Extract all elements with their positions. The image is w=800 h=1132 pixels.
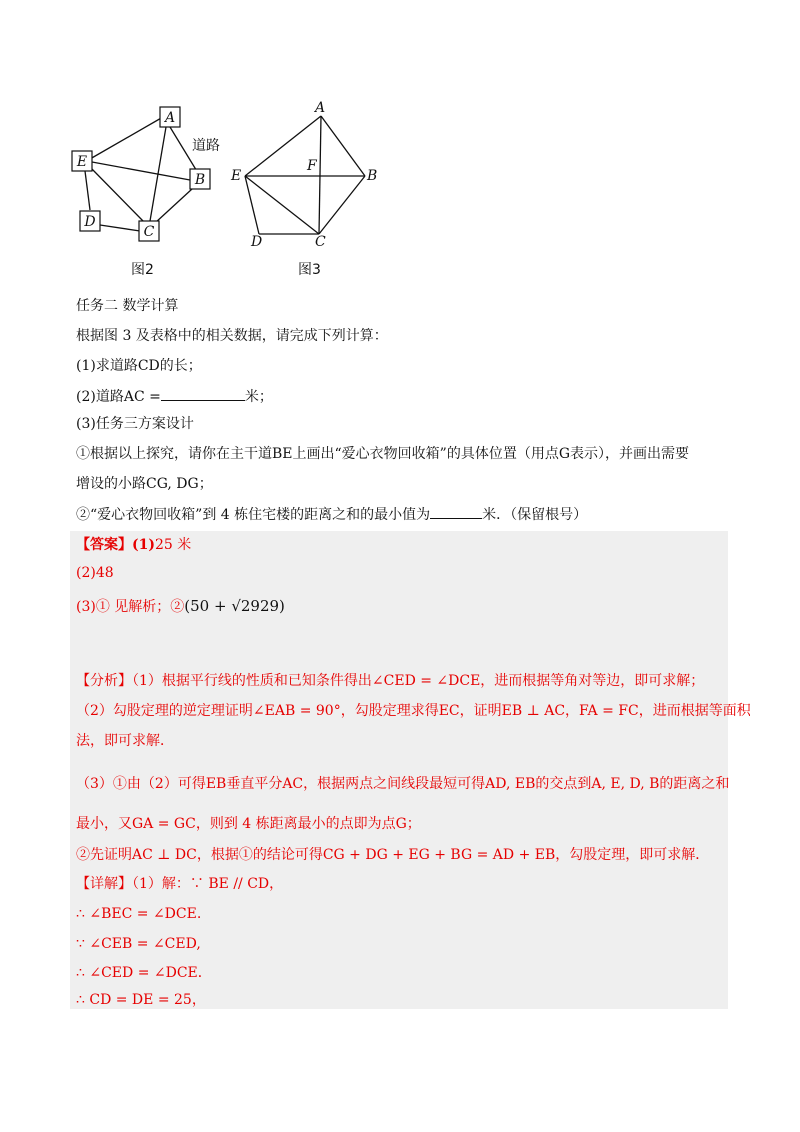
fig3-edge-AB <box>321 116 365 176</box>
task-intro: 根据图 3 及表格中的相关数据，请完成下列计算： <box>76 328 388 344</box>
fig2-caption: 图2 <box>131 262 154 278</box>
detail-line-5: ∴ CD = DE = 25， <box>76 992 206 1008</box>
question-2-suffix: 米； <box>244 389 273 405</box>
analysis-line-3: 法，即可求解． <box>76 733 174 749</box>
fig3-label-E: E <box>231 168 242 184</box>
question-3-2-prefix: ②“爱心衣物回收箱”到 4 栋住宅楼的距离之和的最小值为 <box>76 507 431 523</box>
analysis-line-6: ②先证明AC ⊥ DC，根据①的结论可得CG + DG + EG + BG = AD + EB，勾股定理，即可求解． <box>76 847 710 863</box>
fig3-label-D: D <box>251 234 263 248</box>
analysis-line-5: 最小，又GA = GC，则到 4 栋距离最小的点即为点G； <box>76 816 421 832</box>
answer-3-label: (3)① 见解析；② <box>76 599 185 615</box>
fig2-edge-EB <box>92 162 190 180</box>
answer-1 <box>76 535 191 555</box>
fig2-label-D: D <box>84 214 96 230</box>
answer-3-value: (50 + √2929) <box>184 597 285 615</box>
figure-2-diagram <box>60 95 240 255</box>
figure-3-diagram <box>225 98 385 248</box>
fig3-edge-AC <box>319 116 321 234</box>
detail-line-3: ∵ ∠CEB = ∠CED, <box>76 936 201 952</box>
answer-1-label: 【答案】(1) <box>76 537 155 553</box>
fig2-road-label: 道路 <box>192 138 220 154</box>
question-3-2-suffix: 米．（保留根号） <box>482 507 588 523</box>
answer-blank-ac <box>161 386 245 401</box>
analysis-line-4: （3）①由（2）可得EB垂直平分AC，根据两点之间线段最短可得AD, EB的交点到A, E, D, B的距离之和 <box>76 776 730 792</box>
answer-2-value: 48 <box>95 565 114 581</box>
answer-2 <box>76 563 114 583</box>
fig2-edge-BC <box>155 189 192 223</box>
fig2-edge-DC <box>100 225 140 231</box>
fig3-label-B: B <box>367 168 378 184</box>
fig3-label-F: F <box>307 158 317 174</box>
fig3-edge-BC <box>319 176 365 234</box>
analysis-line-2: （2）勾股定理的逆定理证明∠EAB = 90°，勾股定理求得EC，证明EB ⊥ AC，FA = FC，进而根据等面积 <box>76 703 751 719</box>
question-2-prefix: (2)道路AC = <box>76 389 161 405</box>
detail-line-4: ∴ ∠CED = ∠DCE． <box>76 965 212 981</box>
answer-blank-min-distance <box>430 504 482 519</box>
question-3: (3)任务三方案设计 <box>76 416 194 432</box>
detail-line-1: 【详解】（1）解：∵ BE // CD， <box>76 876 284 892</box>
fig2-label-E: E <box>76 154 88 170</box>
task-title: 任务二 数学计算 <box>76 298 179 314</box>
analysis-line-1: 【分析】（1）根据平行线的性质和已知条件得出∠CED = ∠DCE，进而根据等角对等边，即可求解； <box>76 673 705 689</box>
fig3-label-A: A <box>315 100 326 116</box>
question-2 <box>76 386 273 407</box>
answer-3 <box>76 596 285 617</box>
question-3-1-line-a: ①根据以上探究，请你在主干道BE上画出“爱心衣物回收箱”的具体位置（用点G表示），并画出需要 <box>76 446 690 462</box>
detail-line-2: ∴ ∠BEC = ∠DCE. <box>76 906 202 922</box>
fig3-edge-EC <box>245 176 319 234</box>
question-1: (1)求道路CD的长； <box>76 358 202 374</box>
question-3-2 <box>76 504 587 525</box>
fig2-label-A: A <box>164 110 176 126</box>
fig2-edge-AE <box>90 117 163 159</box>
fig2-label-B: B <box>194 172 206 188</box>
fig3-caption: 图3 <box>298 262 321 278</box>
fig2-label-C: C <box>143 224 155 240</box>
answer-1-value: 25 米 <box>155 537 192 553</box>
answer-2-label: (2) <box>76 565 96 581</box>
fig2-edge-ED <box>85 171 90 210</box>
question-3-1-line-b: 增设的小路CG, DG； <box>76 476 213 492</box>
fig3-label-C: C <box>315 234 326 248</box>
